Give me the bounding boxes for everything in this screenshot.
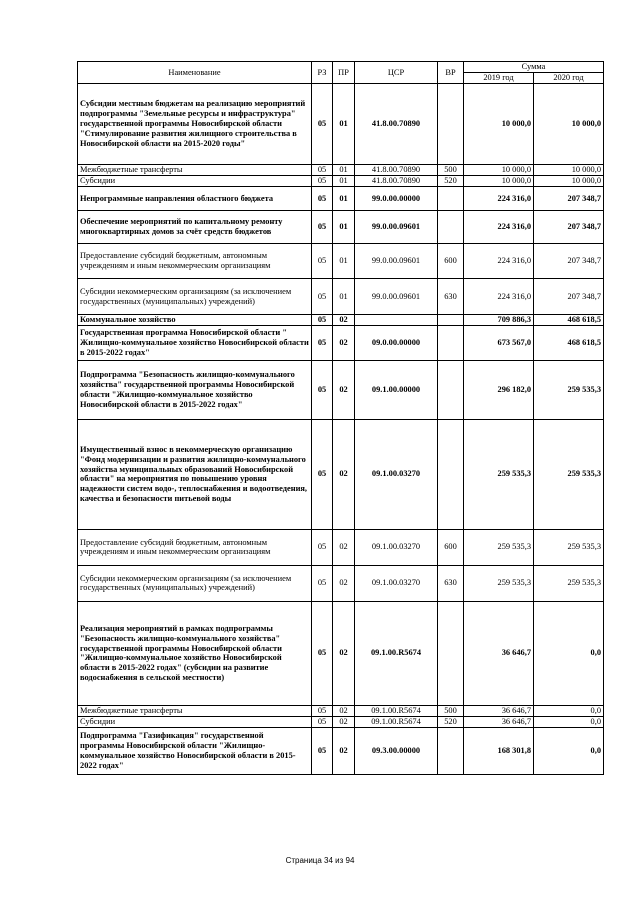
row-name: Межбюджетные трансферты <box>78 705 312 716</box>
row-sum-2019: 224 316,0 <box>464 279 534 315</box>
row-pr: 02 <box>333 601 355 705</box>
row-name: Предоставление субсидий бюджетным, автономным учреждениям и иным некоммерческим организациям <box>78 244 312 279</box>
row-name: Субсидии некоммерческим организациям (за исключением государственных (муниципальных) учреждений) <box>78 565 312 601</box>
row-sum-2020: 0,0 <box>534 716 604 727</box>
row-csr: 09.0.00.00000 <box>355 325 438 360</box>
row-rz: 05 <box>312 419 333 529</box>
row-rz: 05 <box>312 84 333 165</box>
row-rz: 05 <box>312 315 333 326</box>
table-row <box>78 279 604 315</box>
row-name: Субсидии местным бюджетам на реализацию мероприятий подпрограммы "Земельные ресурсы и инфраструктура" государственной программы Новосибирской области "Стимулирование развития жилищного строительства в Новосибирской области на 2015-2020 годы" <box>78 84 312 165</box>
row-csr: 99.0.00.09601 <box>355 211 438 244</box>
table-row <box>78 244 604 279</box>
header-2019: 2019 год <box>464 73 534 84</box>
table-body <box>78 84 604 775</box>
row-vr: 520 <box>438 176 464 187</box>
row-vr: 600 <box>438 244 464 279</box>
row-pr: 01 <box>333 244 355 279</box>
row-pr: 01 <box>333 187 355 211</box>
row-sum-2020: 207 348,7 <box>534 244 604 279</box>
row-name: Имущественный взнос в некоммерческую организацию "Фонд модернизации и развития жилищно-коммунального хозяйства муниципальных образований Новосибирской области" на мероприятия по повышению уровня надежности систем водо-, теплоснабжения и водоотведения, качества и безопасности питьевой воды <box>78 419 312 529</box>
row-pr: 01 <box>333 84 355 165</box>
row-rz: 05 <box>312 727 333 774</box>
row-rz: 05 <box>312 176 333 187</box>
table-row <box>78 565 604 601</box>
row-vr <box>438 84 464 165</box>
row-name: Предоставление субсидий бюджетным, автономным учреждениям и иным некоммерческим организациям <box>78 529 312 565</box>
row-csr: 09.1.00.R5674 <box>355 716 438 727</box>
row-rz: 05 <box>312 244 333 279</box>
row-vr: 500 <box>438 165 464 176</box>
row-sum-2020: 468 618,5 <box>534 325 604 360</box>
table-row <box>78 211 604 244</box>
table-row <box>78 716 604 727</box>
row-csr: 99.0.00.00000 <box>355 187 438 211</box>
table-row <box>78 165 604 176</box>
table-row <box>78 727 604 774</box>
row-sum-2019: 224 316,0 <box>464 187 534 211</box>
row-csr: 09.1.00.00000 <box>355 360 438 419</box>
row-name: Обеспечение мероприятий по капитальному ремонту многоквартирных домов за счёт средств бюджетов <box>78 211 312 244</box>
row-vr <box>438 419 464 529</box>
row-sum-2020: 259 535,3 <box>534 529 604 565</box>
row-name: Межбюджетные трансферты <box>78 165 312 176</box>
row-rz: 05 <box>312 211 333 244</box>
row-rz: 05 <box>312 601 333 705</box>
row-csr: 09.3.00.00000 <box>355 727 438 774</box>
row-sum-2020: 10 000,0 <box>534 165 604 176</box>
row-pr: 02 <box>333 360 355 419</box>
row-vr: 500 <box>438 705 464 716</box>
row-csr: 09.1.00.03270 <box>355 419 438 529</box>
row-sum-2019: 10 000,0 <box>464 165 534 176</box>
row-sum-2019: 36 646,7 <box>464 716 534 727</box>
row-name: Коммунальное хозяйство <box>78 315 312 326</box>
row-pr: 01 <box>333 176 355 187</box>
row-name: Реализация мероприятий в рамках подпрограммы "Безопасность жилищно-коммунального хозяйства" государственной программы Новосибирской области "Жилищно-коммунальное хозяйство Новосибирской области в 2015-2022 годах" (субсидии на развитие водоснабжения в сельской местности) <box>78 601 312 705</box>
row-sum-2019: 224 316,0 <box>464 244 534 279</box>
row-vr <box>438 315 464 326</box>
row-name: Субсидии <box>78 176 312 187</box>
row-sum-2019: 296 182,0 <box>464 360 534 419</box>
table-row <box>78 176 604 187</box>
row-sum-2019: 36 646,7 <box>464 601 534 705</box>
budget-table <box>77 61 604 775</box>
row-vr: 630 <box>438 279 464 315</box>
row-pr: 02 <box>333 705 355 716</box>
row-pr: 02 <box>333 716 355 727</box>
row-sum-2020: 0,0 <box>534 727 604 774</box>
row-rz: 05 <box>312 529 333 565</box>
row-sum-2020: 259 535,3 <box>534 565 604 601</box>
row-sum-2019: 259 535,3 <box>464 529 534 565</box>
row-vr <box>438 360 464 419</box>
row-sum-2020: 0,0 <box>534 705 604 716</box>
row-rz: 05 <box>312 565 333 601</box>
header-sum: Сумма <box>464 62 604 73</box>
row-vr: 630 <box>438 565 464 601</box>
row-sum-2019: 36 646,7 <box>464 705 534 716</box>
header-csr: ЦСР <box>355 62 438 84</box>
table-row <box>78 529 604 565</box>
row-name: Подпрограмма "Безопасность жилищно-коммунального хозяйства" государственной программы Новосибирской области "Жилищно-коммунальное хозяйство Новосибирской области в 2015-2022 годах" <box>78 360 312 419</box>
row-pr: 02 <box>333 315 355 326</box>
header-vr: ВР <box>438 62 464 84</box>
row-csr: 09.1.00.03270 <box>355 565 438 601</box>
row-vr: 520 <box>438 716 464 727</box>
row-sum-2020: 10 000,0 <box>534 84 604 165</box>
row-sum-2019: 709 886,3 <box>464 315 534 326</box>
row-sum-2020: 207 348,7 <box>534 279 604 315</box>
row-sum-2020: 259 535,3 <box>534 360 604 419</box>
row-rz: 05 <box>312 360 333 419</box>
row-csr: 41.8.00.70890 <box>355 176 438 187</box>
row-pr: 01 <box>333 211 355 244</box>
row-sum-2020: 10 000,0 <box>534 176 604 187</box>
row-name: Субсидии <box>78 716 312 727</box>
header-2020: 2020 год <box>534 73 604 84</box>
row-sum-2019: 168 301,8 <box>464 727 534 774</box>
row-pr: 02 <box>333 529 355 565</box>
row-sum-2019: 10 000,0 <box>464 84 534 165</box>
row-rz: 05 <box>312 716 333 727</box>
row-sum-2020: 468 618,5 <box>534 315 604 326</box>
row-vr <box>438 727 464 774</box>
page-number: Страница 34 из 94 <box>285 856 355 865</box>
table-row <box>78 419 604 529</box>
row-pr: 02 <box>333 727 355 774</box>
table-row <box>78 325 604 360</box>
table-row <box>78 705 604 716</box>
table-row <box>78 84 604 165</box>
row-sum-2020: 207 348,7 <box>534 187 604 211</box>
row-sum-2019: 673 567,0 <box>464 325 534 360</box>
row-sum-2019: 259 535,3 <box>464 565 534 601</box>
row-rz: 05 <box>312 705 333 716</box>
row-pr: 01 <box>333 279 355 315</box>
row-sum-2020: 207 348,7 <box>534 211 604 244</box>
row-name: Непрограммные направления областного бюджета <box>78 187 312 211</box>
row-csr: 09.1.00.R5674 <box>355 705 438 716</box>
row-csr: 41.8.00.70890 <box>355 84 438 165</box>
row-sum-2020: 259 535,3 <box>534 419 604 529</box>
row-csr: 09.1.00.R5674 <box>355 601 438 705</box>
header-name: Наименование <box>78 62 312 84</box>
row-sum-2020: 0,0 <box>534 601 604 705</box>
row-sum-2019: 224 316,0 <box>464 211 534 244</box>
row-vr: 600 <box>438 529 464 565</box>
row-csr: 99.0.00.09601 <box>355 244 438 279</box>
row-csr <box>355 315 438 326</box>
row-pr: 02 <box>333 419 355 529</box>
row-rz: 05 <box>312 325 333 360</box>
row-rz: 05 <box>312 165 333 176</box>
row-name: Субсидии некоммерческим организациям (за исключением государственных (муниципальных) учреждений) <box>78 279 312 315</box>
row-vr <box>438 211 464 244</box>
row-pr: 01 <box>333 165 355 176</box>
row-pr: 02 <box>333 325 355 360</box>
row-name: Государственная программа Новосибирской области " Жилищно-коммунальное хозяйство Новосибирской области в 2015-2022 годах" <box>78 325 312 360</box>
row-pr: 02 <box>333 565 355 601</box>
row-csr: 09.1.00.03270 <box>355 529 438 565</box>
row-name: Подпрограмма "Газификация" государственной программы Новосибирской области "Жилищно-коммунальное хозяйство Новосибирской области в 2015-2022 годах" <box>78 727 312 774</box>
row-csr: 41.8.00.70890 <box>355 165 438 176</box>
header-rz: РЗ <box>312 62 333 84</box>
row-sum-2019: 259 535,3 <box>464 419 534 529</box>
table-row <box>78 315 604 326</box>
row-csr: 99.0.00.09601 <box>355 279 438 315</box>
row-vr <box>438 187 464 211</box>
table-row <box>78 187 604 211</box>
row-vr <box>438 325 464 360</box>
row-rz: 05 <box>312 279 333 315</box>
row-vr <box>438 601 464 705</box>
header-pr: ПР <box>333 62 355 84</box>
row-sum-2019: 10 000,0 <box>464 176 534 187</box>
table-row <box>78 601 604 705</box>
table-row <box>78 360 604 419</box>
row-rz: 05 <box>312 187 333 211</box>
